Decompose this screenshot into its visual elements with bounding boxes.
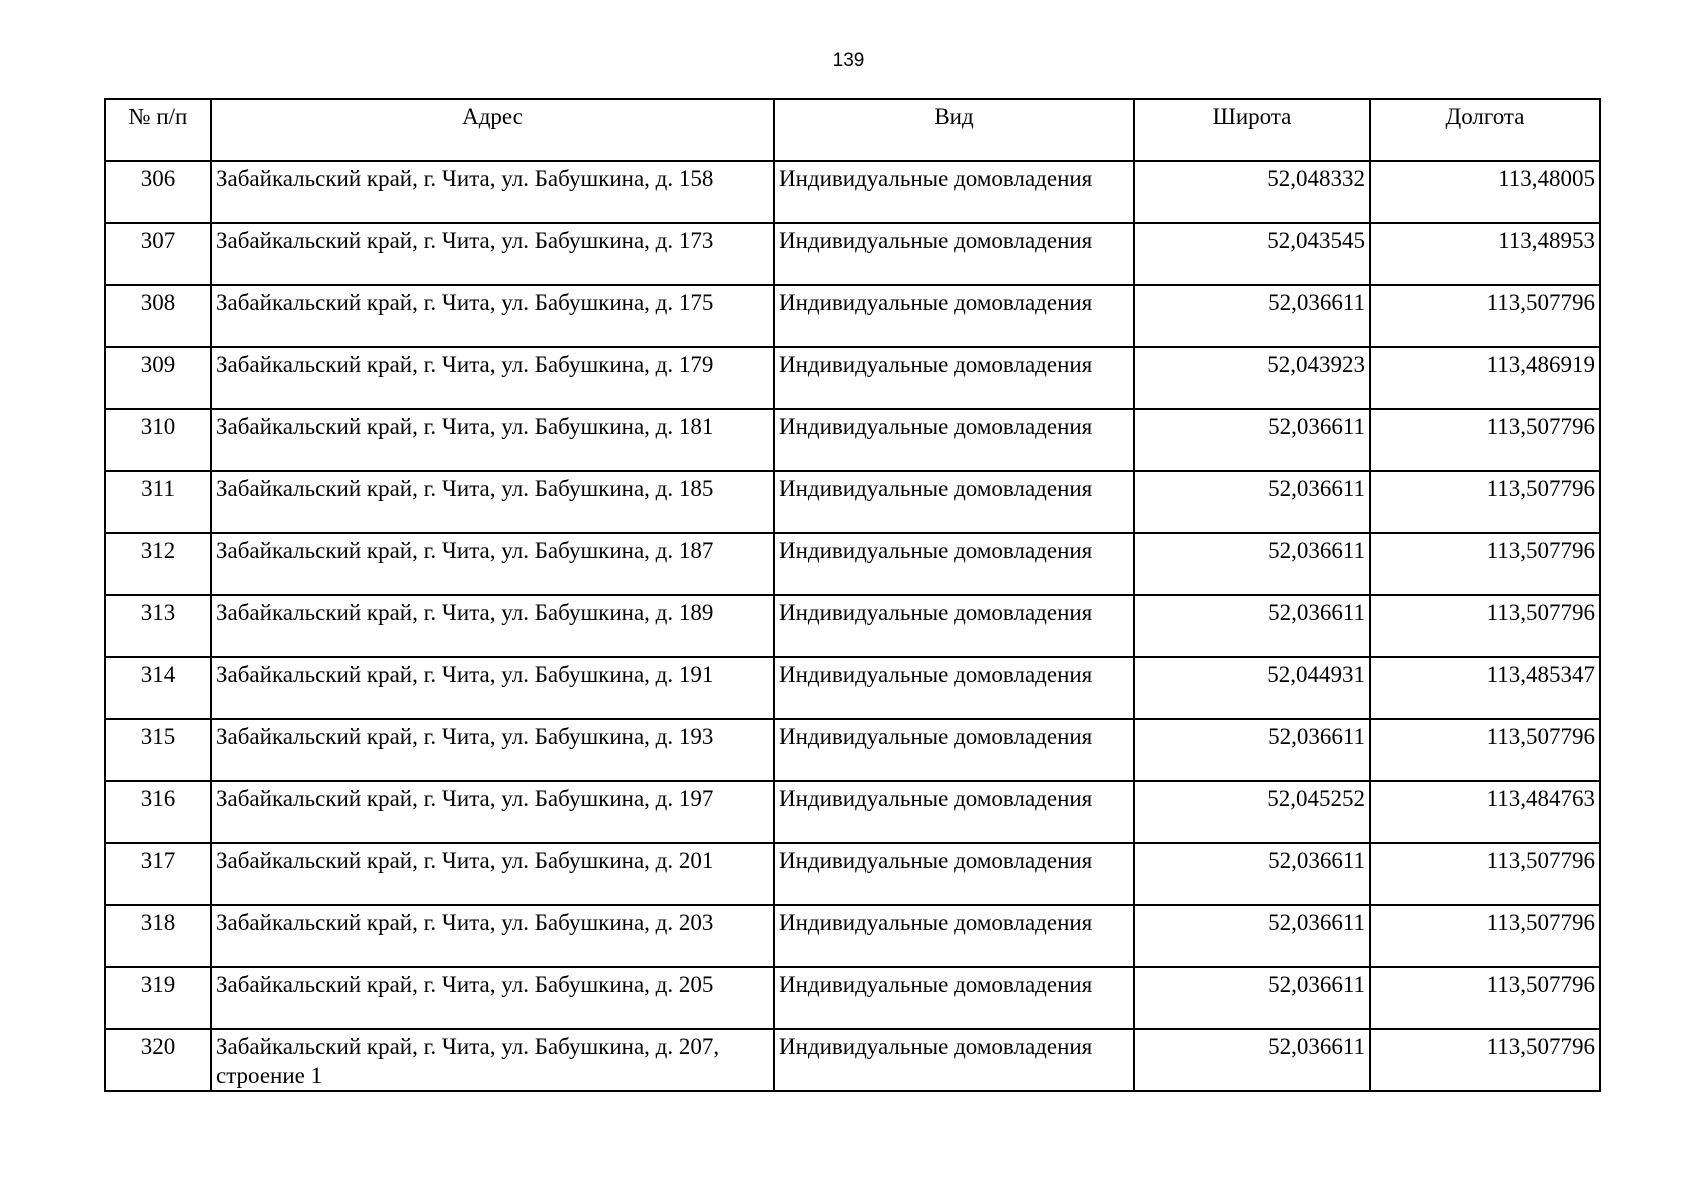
cell-longitude: 113,507796 xyxy=(1370,409,1600,471)
table-row xyxy=(105,285,1600,347)
table-row xyxy=(105,347,1600,409)
table-row xyxy=(105,843,1600,905)
cell-latitude: 52,036611 xyxy=(1134,409,1370,471)
cell-address: Забайкальский край, г. Чита, ул. Бабушкина, д. 175 xyxy=(211,285,774,347)
cell-latitude: 52,044931 xyxy=(1134,657,1370,719)
cell-type: Индивидуальные домовладения xyxy=(774,905,1134,967)
header-number: № п/п xyxy=(105,99,211,161)
cell-longitude: 113,507796 xyxy=(1370,1029,1600,1091)
cell-latitude: 52,036611 xyxy=(1134,533,1370,595)
addresses-table xyxy=(104,98,1601,1092)
cell-latitude: 52,043545 xyxy=(1134,223,1370,285)
cell-number: 311 xyxy=(105,471,211,533)
table-row xyxy=(105,533,1600,595)
cell-address: Забайкальский край, г. Чита, ул. Бабушкина, д. 158 xyxy=(211,161,774,223)
header-longitude: Долгота xyxy=(1370,99,1600,161)
cell-number: 320 xyxy=(105,1029,211,1091)
cell-latitude: 52,036611 xyxy=(1134,905,1370,967)
cell-type: Индивидуальные домовладения xyxy=(774,161,1134,223)
table-row xyxy=(105,595,1600,657)
page-number: 139 xyxy=(832,50,865,71)
cell-type: Индивидуальные домовладения xyxy=(774,1029,1134,1091)
table-row xyxy=(105,905,1600,967)
table-body xyxy=(105,161,1600,1091)
table-row xyxy=(105,1029,1600,1091)
cell-address: Забайкальский край, г. Чита, ул. Бабушкина, д. 197 xyxy=(211,781,774,843)
cell-address: Забайкальский край, г. Чита, ул. Бабушкина, д. 185 xyxy=(211,471,774,533)
table-row xyxy=(105,223,1600,285)
cell-longitude: 113,507796 xyxy=(1370,905,1600,967)
cell-longitude: 113,486919 xyxy=(1370,347,1600,409)
cell-number: 317 xyxy=(105,843,211,905)
cell-longitude: 113,48005 xyxy=(1370,161,1600,223)
table-row xyxy=(105,471,1600,533)
cell-number: 313 xyxy=(105,595,211,657)
cell-address: Забайкальский край, г. Чита, ул. Бабушкина, д. 179 xyxy=(211,347,774,409)
cell-latitude: 52,045252 xyxy=(1134,781,1370,843)
cell-number: 309 xyxy=(105,347,211,409)
cell-number: 316 xyxy=(105,781,211,843)
cell-latitude: 52,043923 xyxy=(1134,347,1370,409)
cell-number: 318 xyxy=(105,905,211,967)
cell-number: 307 xyxy=(105,223,211,285)
cell-address: Забайкальский край, г. Чита, ул. Бабушкина, д. 193 xyxy=(211,719,774,781)
cell-type: Индивидуальные домовладения xyxy=(774,781,1134,843)
cell-address: Забайкальский край, г. Чита, ул. Бабушкина, д. 205 xyxy=(211,967,774,1029)
cell-longitude: 113,507796 xyxy=(1370,967,1600,1029)
cell-latitude: 52,048332 xyxy=(1134,161,1370,223)
cell-longitude: 113,507796 xyxy=(1370,533,1600,595)
cell-longitude: 113,485347 xyxy=(1370,657,1600,719)
cell-number: 312 xyxy=(105,533,211,595)
cell-number: 319 xyxy=(105,967,211,1029)
cell-longitude: 113,507796 xyxy=(1370,719,1600,781)
table-row xyxy=(105,781,1600,843)
header-type: Вид xyxy=(774,99,1134,161)
cell-type: Индивидуальные домовладения xyxy=(774,595,1134,657)
cell-address: Забайкальский край, г. Чита, ул. Бабушкина, д. 181 xyxy=(211,409,774,471)
cell-longitude: 113,507796 xyxy=(1370,471,1600,533)
cell-type: Индивидуальные домовладения xyxy=(774,719,1134,781)
cell-type: Индивидуальные домовладения xyxy=(774,223,1134,285)
cell-type: Индивидуальные домовладения xyxy=(774,285,1134,347)
cell-longitude: 113,507796 xyxy=(1370,595,1600,657)
cell-latitude: 52,036611 xyxy=(1134,967,1370,1029)
cell-address: Забайкальский край, г. Чита, ул. Бабушкина, д. 201 xyxy=(211,843,774,905)
cell-address: Забайкальский край, г. Чита, ул. Бабушкина, д. 207, строение 1 xyxy=(211,1029,774,1091)
table-row xyxy=(105,409,1600,471)
cell-type: Индивидуальные домовладения xyxy=(774,409,1134,471)
table-row xyxy=(105,657,1600,719)
cell-address: Забайкальский край, г. Чита, ул. Бабушкина, д. 191 xyxy=(211,657,774,719)
cell-longitude: 113,484763 xyxy=(1370,781,1600,843)
cell-type: Индивидуальные домовладения xyxy=(774,967,1134,1029)
cell-latitude: 52,036611 xyxy=(1134,719,1370,781)
table-row xyxy=(105,719,1600,781)
cell-type: Индивидуальные домовладения xyxy=(774,533,1134,595)
cell-type: Индивидуальные домовладения xyxy=(774,843,1134,905)
cell-latitude: 52,036611 xyxy=(1134,471,1370,533)
cell-number: 315 xyxy=(105,719,211,781)
cell-latitude: 52,036611 xyxy=(1134,1029,1370,1091)
cell-address: Забайкальский край, г. Чита, ул. Бабушкина, д. 203 xyxy=(211,905,774,967)
cell-address: Забайкальский край, г. Чита, ул. Бабушкина, д. 189 xyxy=(211,595,774,657)
cell-latitude: 52,036611 xyxy=(1134,285,1370,347)
cell-longitude: 113,48953 xyxy=(1370,223,1600,285)
cell-longitude: 113,507796 xyxy=(1370,285,1600,347)
cell-number: 308 xyxy=(105,285,211,347)
cell-number: 314 xyxy=(105,657,211,719)
cell-number: 310 xyxy=(105,409,211,471)
cell-type: Индивидуальные домовладения xyxy=(774,471,1134,533)
table-row xyxy=(105,161,1600,223)
cell-type: Индивидуальные домовладения xyxy=(774,657,1134,719)
cell-latitude: 52,036611 xyxy=(1134,595,1370,657)
cell-longitude: 113,507796 xyxy=(1370,843,1600,905)
table-row xyxy=(105,967,1600,1029)
header-address: Адрес xyxy=(211,99,774,161)
header-row xyxy=(105,99,1600,161)
cell-latitude: 52,036611 xyxy=(1134,843,1370,905)
cell-address: Забайкальский край, г. Чита, ул. Бабушкина, д. 187 xyxy=(211,533,774,595)
table-header xyxy=(105,99,1600,161)
cell-address: Забайкальский край, г. Чита, ул. Бабушкина, д. 173 xyxy=(211,223,774,285)
cell-type: Индивидуальные домовладения xyxy=(774,347,1134,409)
cell-number: 306 xyxy=(105,161,211,223)
header-latitude: Широта xyxy=(1134,99,1370,161)
